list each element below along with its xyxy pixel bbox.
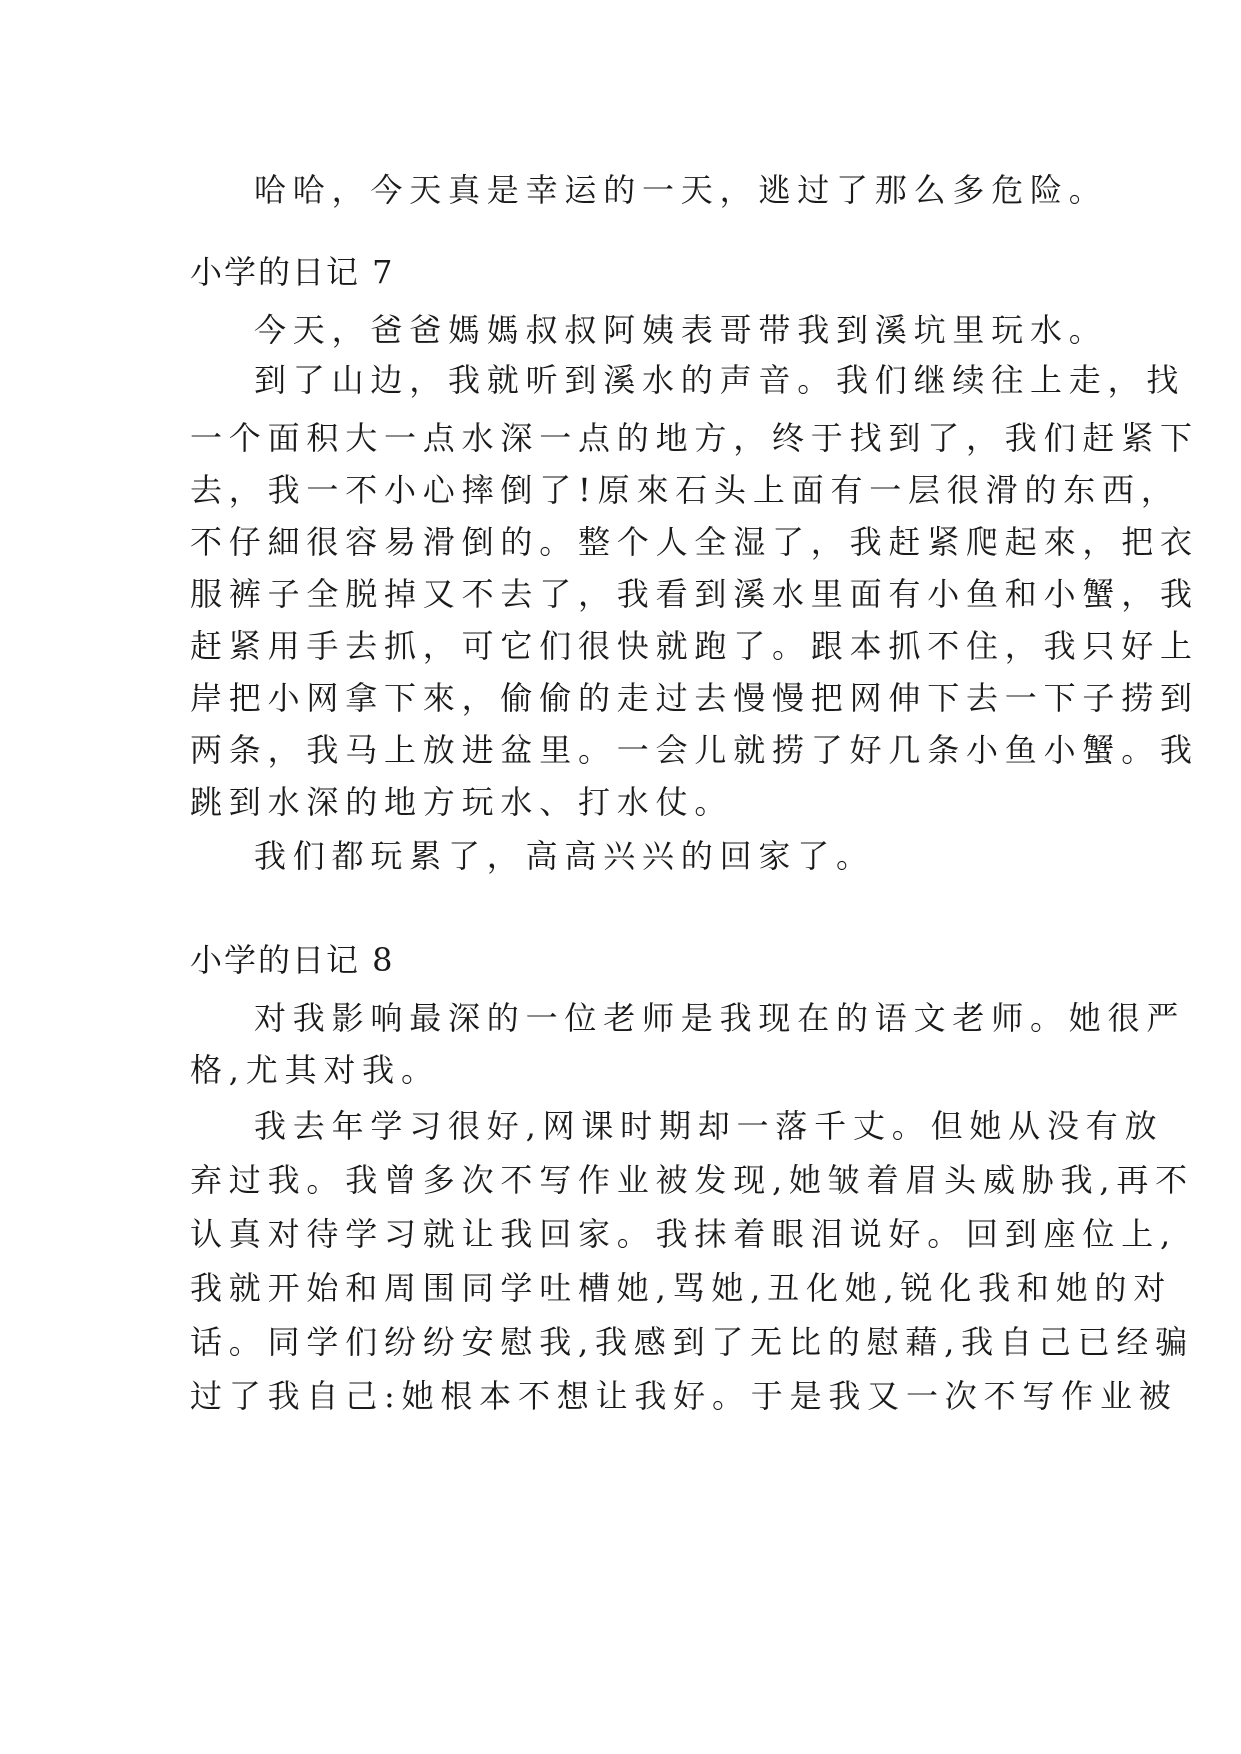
paragraph-line: 哈哈，今天真是幸运的一天，逃过了那么多危险。 <box>254 171 1108 209</box>
paragraph-line: 认真对待学习就让我回家。我抹着眼泪说好。回到座位上, <box>190 1215 1177 1253</box>
paragraph-line: 赶紧用手去抓，可它们很快就跑了。跟本抓不住，我只好上 <box>190 627 1199 665</box>
paragraph-line: 跳到水深的地方玩水、打水仗。 <box>190 783 734 821</box>
paragraph-line: 今天，爸爸媽媽叔叔阿姨表哥带我到溪坑里玩水。 <box>254 311 1108 349</box>
paragraph-line: 我就开始和周围同学吐槽她,骂她,丑化她,锐化我和她的对 <box>190 1269 1173 1307</box>
paragraph-line: 到了山边，我就听到溪水的声音。我们继续往上走，找 <box>254 361 1186 399</box>
paragraph-line: 格,尤其对我。 <box>190 1051 440 1089</box>
paragraph-line: 我们都玩累了，高高兴兴的回家了。 <box>254 837 875 875</box>
section-heading: 小学的日记 7 <box>190 253 395 291</box>
paragraph-line: 服裤子全脱掉又不去了，我看到溪水里面有小鱼和小蟹，我 <box>190 575 1199 613</box>
paragraph-line: 不仔細很容易滑倒的。整个人全湿了，我赶紧爬起來，把衣 <box>190 523 1199 561</box>
paragraph-line: 过了我自己:她根本不想让我好。于是我又一次不写作业被 <box>190 1377 1178 1415</box>
paragraph-line: 我去年学习很好,网课时期却一落千丈。但她从没有放 <box>254 1107 1164 1145</box>
section-heading: 小学的日记 8 <box>190 941 395 979</box>
paragraph-line: 对我影响最深的一位老师是我现在的语文老师。她很严 <box>254 999 1186 1037</box>
paragraph-line: 一个面积大一点水深一点的地方，终于找到了，我们赶紧下 <box>190 419 1199 457</box>
paragraph-line: 去，我一不小心摔倒了!原來石头上面有一层很滑的东西， <box>190 471 1180 509</box>
paragraph-line: 岸把小网拿下來，偷偷的走过去慢慢把网伸下去一下子捞到 <box>190 679 1199 717</box>
paragraph-line: 两条，我马上放进盆里。一会儿就捞了好几条小鱼小蟹。我 <box>190 731 1199 769</box>
paragraph-line: 弃过我。我曾多次不写作业被发现,她皱着眉头威胁我,再不 <box>190 1161 1194 1199</box>
paragraph-line: 话。同学们纷纷安慰我,我感到了无比的慰藉,我自己已经骗 <box>190 1323 1194 1361</box>
